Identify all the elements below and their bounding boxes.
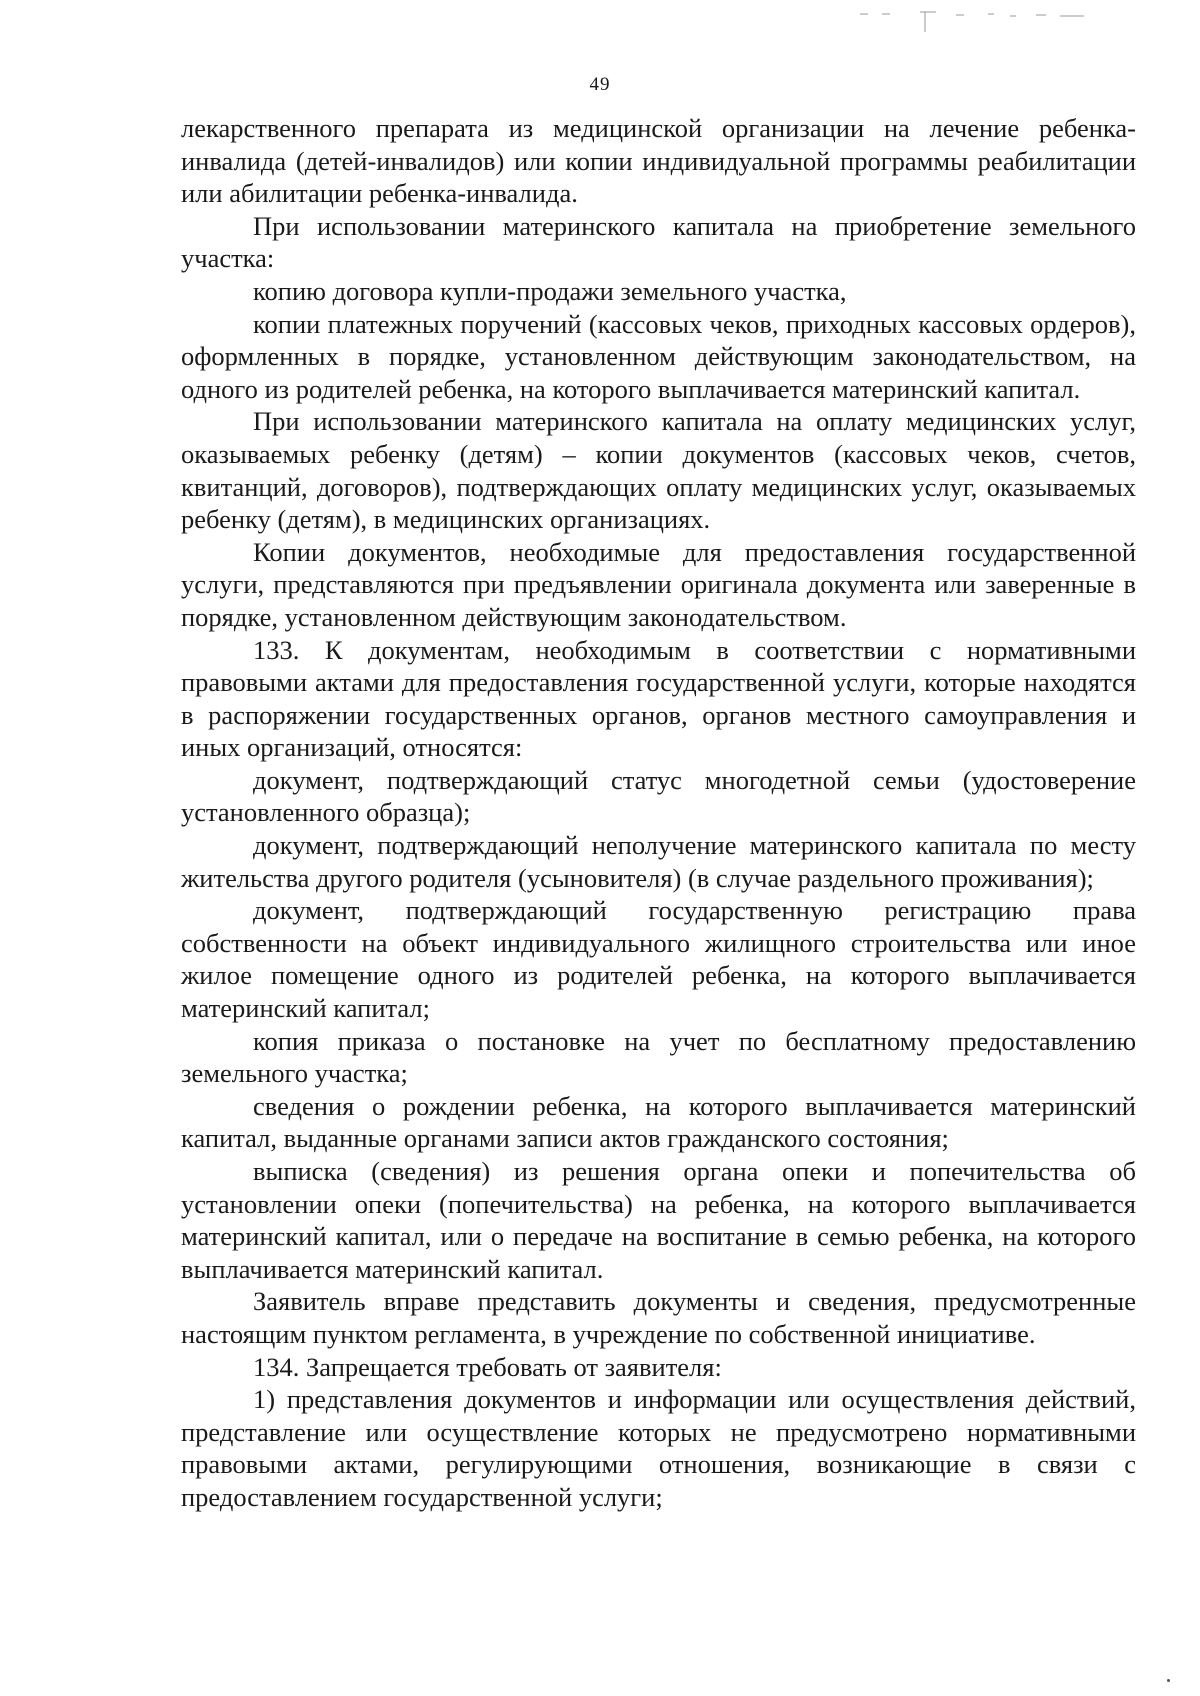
paragraph-large-family-status: документ, подтверждающий статус многодетной семьи (удостоверение установленного образца); [181, 764, 1136, 828]
paragraph-document-copies: Копии документов, необходимые для предоставления государственной услуги, представляются при предъявлении оригинала документа или заверенные в порядке, установленном действующим законодательством. [181, 536, 1136, 632]
paragraph-sale-contract: копию договора купли-продажи земельного участка, [253, 275, 847, 306]
paragraph-item-134-1: 1) представления документов и информации или осуществления действий, представление или осуществление которых не предусмотрено нормативными правовыми актами, регулирующими отношения, возникающие в связи с предоставлением государственной услуги; [181, 1384, 1136, 1512]
scan-dot [1167, 1679, 1170, 1682]
paragraph-applicant-initiative: Заявитель вправе представить документы и сведения, предусмотренные настоящим пунктом регламента, в учреждение по собственной инициативе. [181, 1286, 1136, 1349]
paragraph-land-plot-intro: При использовании материнского капитала на приобретение земельного участка: [181, 210, 1136, 274]
paragraph-item-134: 134. Запрещается требовать от заявителя: [253, 1351, 722, 1382]
paragraph-drug-prescription: лекарственного препарата из медицинской организации на лечение ребенка-инвалида (детей-инвалидов) или копии индивидуальной программы реабилитации или абилитации ребенка-инвалида. [181, 113, 1136, 209]
paragraph-guardianship-extract: выписка (сведения) из решения органа опеки и попечительства об установлении опеки (попечительства) на ребенка, на которого выплачивается материнский капитал, или о передаче на воспитание в семью ребенка, на которого выплачивается материнский капитал. [181, 1156, 1136, 1284]
paragraph-non-receipt: документ, подтверждающий неполучение материнского капитала по месту жительства другого родителя (усыновителя) (в случае раздельного проживания); [181, 830, 1136, 893]
paragraph-birth-info: сведения о рождении ребенка, на которого выплачивается материнский капитал, выданные органами записи актов гражданского состояния; [181, 1090, 1136, 1154]
paragraph-medical-services: При использовании материнского капитала на оплату медицинских услуг, оказываемых ребенку (детям) – копии документов (кассовых чеков, счетов, квитанций, договоров), подтверждающих оплату медицинских услуг, оказываемых ребенку (детям), в медицинских организациях. [181, 406, 1136, 535]
paragraph-payment-orders: копии платежных поручений (кассовых чеков, приходных кассовых ордеров), оформленных в порядке, установленном действующим законодательством, на одного из родителей ребенка, на которого выплачивается материнский капитал. [181, 308, 1136, 404]
document-body [181, 112, 1136, 1514]
paragraph-ownership-registration: документ, подтверждающий государственную регистрацию права собственности на объект индивидуального жилищного строительства или иное жилое помещение одного из родителей ребенка, на которого выплачивается материнский капитал; [181, 895, 1136, 1024]
paragraph-land-registration-order: копия приказа о постановке на учет по бесплатному предоставлению земельного участка; [181, 1025, 1136, 1089]
paragraph-item-133: 133. К документам, необходимым в соответствии с нормативными правовыми актами для предоставления государственной услуги, которые находятся в распоряжении государственных органов, органов местного самоуправления и иных организаций, относятся: [181, 634, 1136, 763]
page-number: 49 [589, 74, 611, 95]
scan-artifact-marks [860, 6, 1120, 36]
